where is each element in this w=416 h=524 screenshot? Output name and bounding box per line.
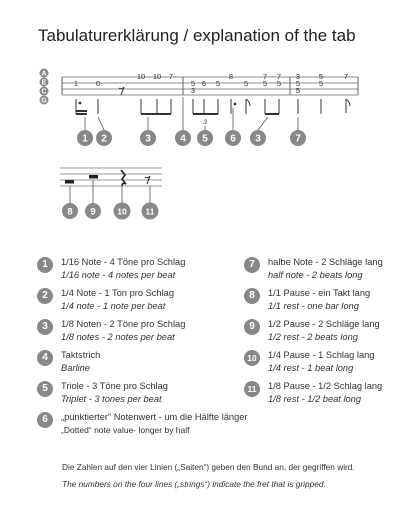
legend-text-en: 1/1 rest - one bar long [268,301,359,311]
half-rest-icon [89,175,98,179]
tab-number: 7 [276,72,282,81]
legend-number: 11 [244,381,260,397]
legend-text-de: 1/2 Pause - 2 Schläge lang [268,319,380,329]
eighth-flag-icon [246,99,250,106]
legend-text-en: 1/8 notes - 2 notes per beat [61,332,175,342]
tab-number: 3 [190,86,196,95]
callouts-bottom [62,203,159,220]
callout-3-label: 3 [145,133,151,145]
legend-text-de: Taktstrich [61,350,101,360]
legend-text-de: halbe Note - 2 Schläge lang [268,257,383,267]
tab-number: 7 [262,72,268,81]
legend-text-en: half note - 2 beats long [268,270,363,280]
tab-numbers [74,72,348,95]
whole-rest-icon [65,180,74,184]
tab-number: 5 [262,79,268,88]
callout-2-label: 2 [101,133,107,145]
dot-icon [234,103,236,105]
callout-8-label: 8 [67,206,73,218]
legend-text-en: 1/2 rest - 2 beats long [268,332,358,342]
rhythm-notation [76,99,350,114]
callout-6-label: 6 [230,133,236,145]
tab-number: 5 [243,79,249,88]
legend-text-de: 1/8 Pause - 1/2 Schlag lang [268,381,383,391]
legend-text-de: 1/4 Pause - 1 Schlag lang [268,350,375,360]
tab-number: 1 [73,79,79,88]
tab-number: 5 [318,79,324,88]
legend-number: 9 [244,319,260,335]
tab-number: 0 [95,79,101,88]
legend-text-de: 1/16 Note - 4 Töne pro Schlag [61,257,186,267]
tab-number: 7 [343,72,349,81]
callout-3b-label: 3 [255,133,261,145]
page-title: Tabulaturerklärung / explanation of the tab [38,26,356,45]
string-label-c-text: C [41,88,47,96]
legend-number: 2 [37,288,53,304]
legend-number: 4 [37,350,53,366]
legend-text-de: 1/4 Note - 1 Ton pro Schlag [61,288,175,298]
legend-text-en: 1/8 rest - 1/2 beat long [268,394,362,404]
legend-number: 10 [244,350,260,366]
tab-diagram [0,0,416,230]
tab-number: 5 [318,72,324,81]
string-label-a-text: A [41,70,47,78]
legend-text-en: Triplet - 3 tones per beat [61,394,162,404]
legend-number: 8 [244,288,260,304]
legend-text-en: 1/16 note - 4 notes per beat [61,270,176,280]
tab-number: 10 [136,72,146,81]
legend-text-de: 1/8 Noten - 2 Töne pro Schlag [61,319,186,329]
callouts-top [77,130,306,146]
callout-10-label: 10 [117,206,127,217]
legend-number: 1 [37,257,53,273]
legend-number: 3 [37,319,53,335]
legend-text-en: 1/4 note - 1 note per beat [61,301,166,311]
tab-number: 5 [276,79,282,88]
dot-icon [79,102,81,104]
tab-number: 6 [201,79,207,88]
triplet-label: 3 [203,119,207,126]
legend-number: 6 [37,412,53,428]
legend-text-de: „punktierter“ Notenwert - um die Hälfte länger [61,412,248,422]
tab-number: 5 [295,86,301,95]
legend-text-en: „Dotted“ note value- longer by half [61,425,190,435]
quarter-rest-icon [121,170,126,186]
legend-text-de: 1/1 Pause - ein Takt lang [268,288,371,298]
legend-number: 5 [37,381,53,397]
rest-staff [60,168,162,186]
legend-text-en: Barline [61,363,90,373]
callout-4-label: 4 [180,133,186,145]
eighth-rest-icon [119,87,124,95]
string-labels [40,69,49,105]
legend-text-en: 1/4 rest - 1 beat long [268,363,354,373]
legend-text-de: Triole - 3 Töne pro Schlag [61,381,168,391]
tab-number: 5 [190,79,196,88]
tab-staff [62,77,358,95]
tab-number: 5 [295,79,301,88]
tab-number: 5 [215,79,221,88]
callout-9-label: 9 [90,206,96,218]
callout-5-label: 5 [202,133,208,145]
callout-1-label: 1 [82,133,88,145]
eighth-flag-icon [346,99,350,113]
bottom-callout-stems [70,180,150,203]
tab-number: 7 [168,72,174,81]
legend-number: 7 [244,257,260,273]
tab-number: 8 [228,72,234,81]
tab-number: 3 [295,72,301,81]
footer-note-en: The numbers on the four lines („strings“) indicate the fret that is gripped. [62,479,326,489]
callout-7-label: 7 [295,133,301,145]
callout-11-label: 11 [145,206,155,217]
string-label-g-text: G [41,97,47,105]
footer-note-de: Die Zahlen auf den vier Linien („Saiten“) geben den Bund an, der gegriffen wird. [62,462,355,472]
string-label-e-text: E [41,79,47,87]
tab-number: 10 [152,72,162,81]
barlines [62,77,358,95]
